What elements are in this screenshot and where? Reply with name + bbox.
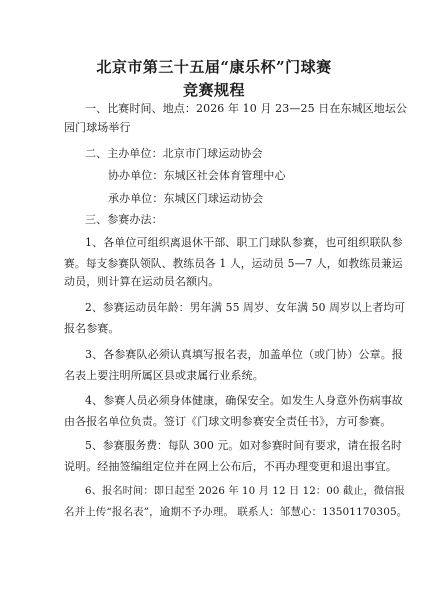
rule-5-line-1: 5、参赛服务费：每队 300 元。如对参赛时间有要求，请在报名时 bbox=[85, 439, 402, 452]
rule-6-line-1: 6、报名时间：即日起至 2026 年 10 月 12 日 12：00 截止，微信报 bbox=[85, 485, 405, 497]
co-organizer-line: 协办单位：东城区社会体育管理中心 bbox=[108, 169, 286, 182]
section-1-line-1: 一、比赛时间、地点：2026 年 10 月 23—25 日在东城区地坛公 bbox=[85, 102, 408, 115]
rule-4-line-1: 4、参赛人员必须身体健康，确保安全。如发生人身意外伤病事故 bbox=[85, 394, 403, 407]
rule-1-line-3: 动员，则计算在运动员名额内。 bbox=[64, 275, 220, 288]
rule-4-line-2: 由各报名单位负责。签订《门球文明参赛安全责任书》，方可参赛。 bbox=[64, 415, 392, 428]
document-subtitle: 竞赛规程 bbox=[182, 81, 245, 99]
rule-2-line-1: 2、参赛运动员年龄：男年满 55 周岁、女年满 50 周岁以上者均可 bbox=[85, 301, 406, 314]
rule-3-line-2: 名表上要注明所属区县或隶属行业系统。 bbox=[64, 369, 264, 382]
rule-1-line-2: 赛。每支参赛队领队、教练员各 1 人，运动员 5—7 人，如教练员兼运 bbox=[64, 257, 403, 270]
rule-5-line-2: 说明。经抽签编组定位并在网上公布后，不再办理变更和退出事宜。 bbox=[64, 460, 397, 473]
organizer-line: 二、主办单位：北京市门球运动协会 bbox=[85, 147, 263, 160]
rule-1-line-1: 1、各单位可组织离退休干部、职工门球队参赛，也可组织联队参 bbox=[85, 236, 403, 249]
section-1-line-2: 园门球场举行 bbox=[64, 121, 131, 134]
rule-6-line-2: 名并上传“报名表”，逾期不予办理。 联系人：邹慧心：13501170305。 bbox=[64, 506, 408, 518]
section-3-heading: 三、参赛办法： bbox=[85, 213, 163, 226]
host-line: 承办单位：东城区门球运动协会 bbox=[108, 192, 264, 205]
rule-2-line-2: 报名参赛。 bbox=[64, 322, 120, 335]
document-title: 北京市第三十五届“康乐杯”门球赛 bbox=[96, 58, 332, 76]
rule-3-line-1: 3、各参赛队必须认真填写报名表，加盖单位（或门协）公章。报 bbox=[85, 348, 403, 361]
